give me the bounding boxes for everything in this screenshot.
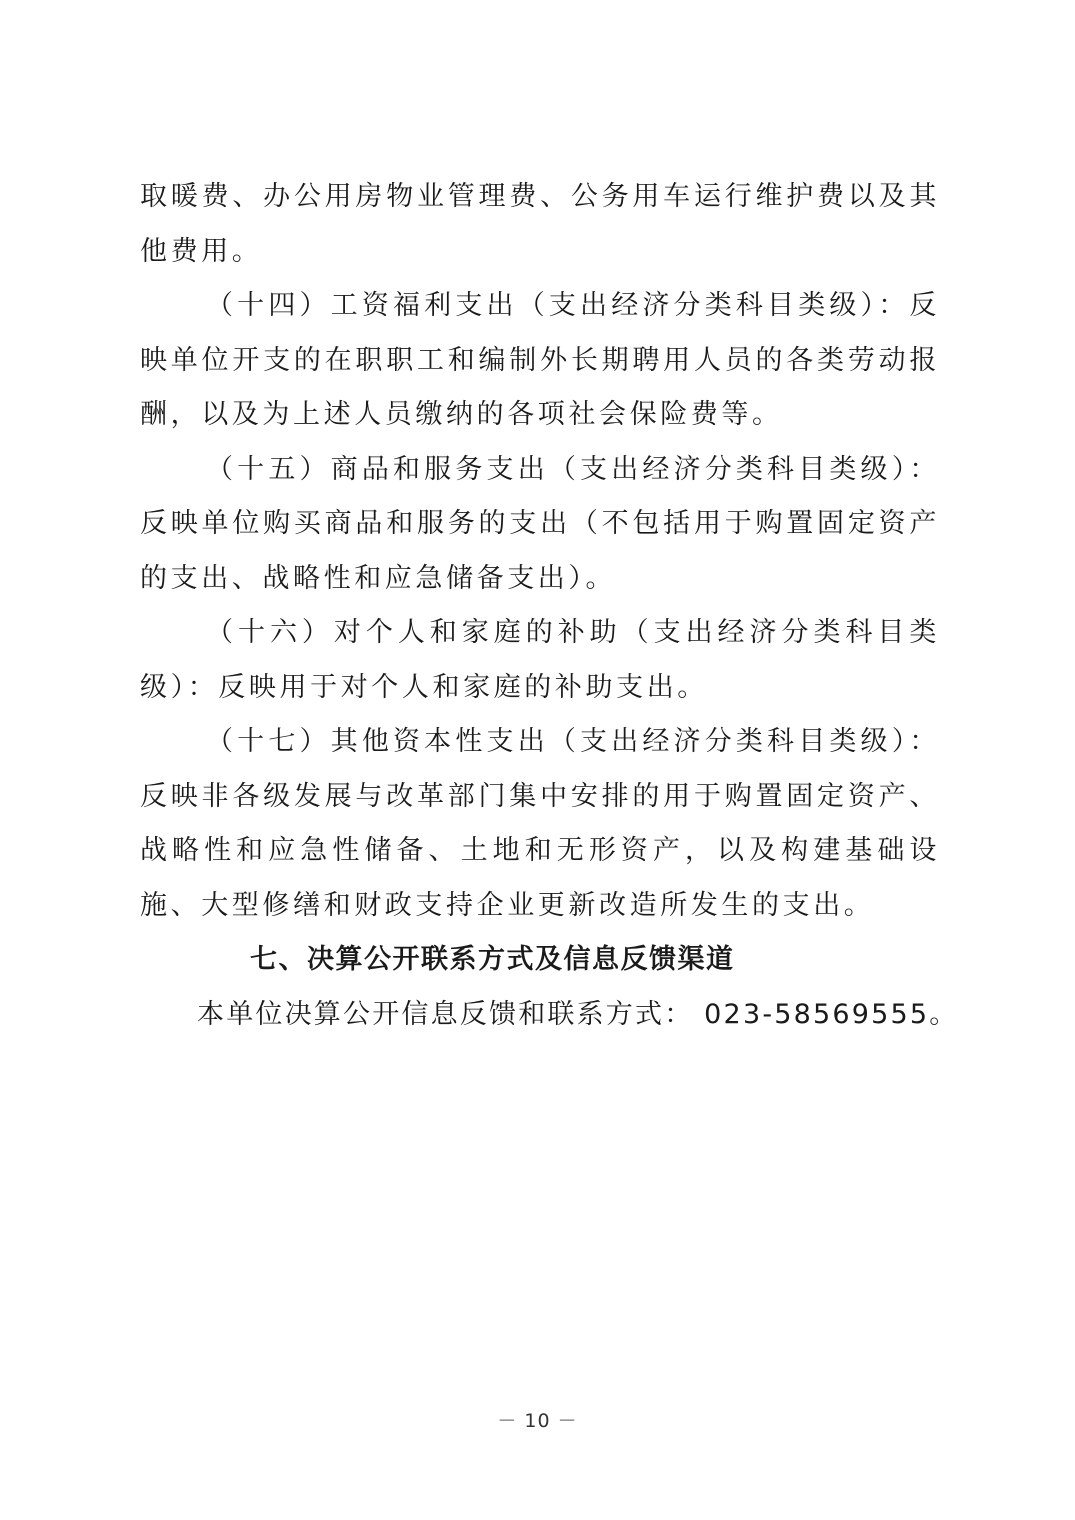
paragraph-wage-welfare: （十四）工资福利支出（支出经济分类科目类级）：反映单位开支的在职职工和编制外长期聘用人员的各类劳动报酬，以及为上述人员缴纳的各项社会保险费等。: [140, 290, 940, 430]
contact-line: 本单位决算公开信息反馈和联系方式： 023-58569555。: [197, 998, 959, 1030]
document-body: [140, 170, 959, 1042]
paragraph-continued: 取暖费、办公用房物业管理费、公务用车运行维护费以及其他费用。: [140, 181, 940, 267]
page-number: － 10 －: [497, 1410, 578, 1432]
paragraph-household-subsidy: （十六）对个人和家庭的补助（支出经济分类科目类级）：反映用于对个人和家庭的补助支出。: [140, 617, 940, 703]
section-heading-contact: 七、决算公开联系方式及信息反馈渠道: [250, 944, 735, 975]
paragraph-goods-services: （十五）商品和服务支出（支出经济分类科目类级）：反映单位购买商品和服务的支出（不包括用于购置固定资产的支出、战略性和应急储备支出）。: [140, 453, 940, 594]
paragraph-other-capital: （十七）其他资本性支出（支出经济分类科目类级）：反映非各级发展与改革部门集中安排的用于购置固定资产、战略性和应急性储备、土地和无形资产，以及构建基础设施、大型修缮和财政支持企业更新改造所发生的支出。: [140, 726, 940, 921]
